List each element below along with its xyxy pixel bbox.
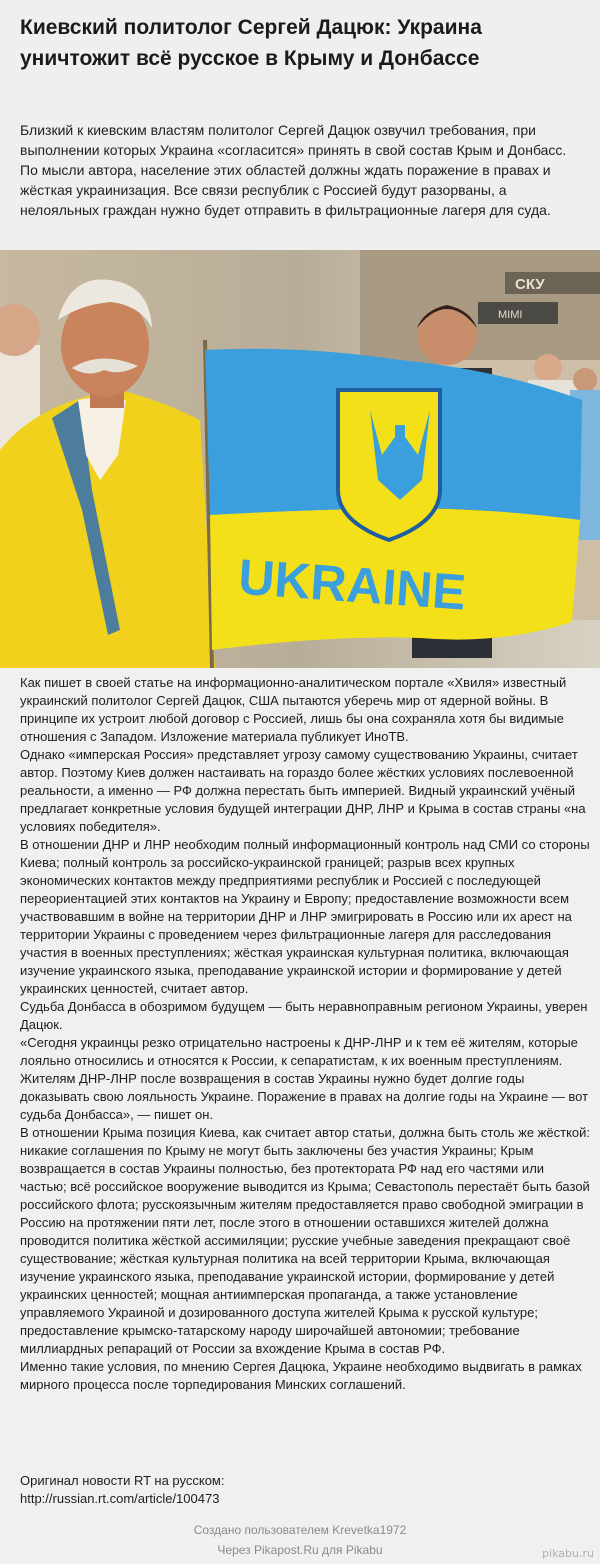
via-text: Через Pikapost.Ru для Pikabu [217,1543,383,1557]
bystander-head [573,368,597,392]
source-label: Оригинал новости RT на русском: [20,1473,225,1488]
article-paragraph: «Сегодня украинцы резко отрицательно настроены к ДНР-ЛНР и к тем её жителям, которые лояльно относились и относятся к России, к сепаратистам, к их военным преступлениям. Жителям ДНР-ЛНР после возвращения в состав Украины нужно будет долгие годы доказывать свою лояльность Украине. Поражение в правах на долгие годы на Украине — вот судьба Донбасса», — пишет он. [20,1035,589,1122]
pikabu-watermark: pikabu.ru [542,1547,594,1560]
shop-sign-text: СКУ [515,276,545,293]
source-block [20,1472,580,1508]
article-paragraph: В отношении ДНР и ЛНР необходим полный информационный контроль над СМИ со стороны Киева; полный контроль за российско-украинской границей; разрыв всех крупных экономических контактов между предприятиями республик и Россией с последующей переориентацией этих контактов на Украину и Европу; предоставление возможности всем участвовавшим в войне на территории ДНР и ЛНР эмигрировать в Россию или их арест на территории Украины с проведением через фильтрационные лагеря для расследования участия в военных преступлениях; жёсткая украинская культурная политика, включающая изучение украинского языка, преподавание украинской истории и формирование у детей украинских ценностей, считает автор. [20,837,590,996]
post-footer [0,1520,600,1564]
source-link[interactable]: http://russian.rt.com/article/100473 [20,1491,220,1506]
right-man-head [417,305,477,365]
article-paragraph: Именно такие условия, по мнению Сергея Дацюка, Украине необходимо выдвигать в рамках мирного процесса после торпедирования Минских соглашений. [20,1359,582,1392]
post-header [0,0,600,250]
article-paragraph: Как пишет в своей статье на информационно-аналитическом портале «Хвиля» известный украинский политолог Сергей Дацюк, США пытаются уберечь мир от ядерной войны. В принципе их устроит любой договор с Россией, лишь бы она сохраняла хотя бы видимые отношения с Западом. Изложение материала публикует ИноТВ. [20,675,567,744]
article-photo [0,250,600,668]
created-by-text: Создано пользователем Krevetka1972 [193,1523,407,1537]
bystander-head [534,354,562,382]
article-paragraph: Судьба Донбасса в обозримом будущем — быть неравноправным регионом Украины, уверен Дацюк. [20,999,588,1032]
flag-inscription: UKRAINE [236,548,468,621]
post-lead: Близкий к киевским властям политолог Сергей Дацюк озвучил требования, при выполнении которых Украина «согласится» принять в свой состав Крым и Донбасс. По мысли автора, население этих областей должны ждать поражение в правах и жёсткая украинизация. Все связи республик с Россией будут разорваны, а нелояльных граждан нужно будет отправить в фильтрационные лагеря для суда. [20,122,567,218]
post-title: Киевский политолог Сергей Дацюк: Украина уничтожит всё русское в Крыму и Донбассе [20,16,482,70]
article-paragraph: Однако «имперская Россия» представляет угрозу самому существованию Украины, считает автор. Поэтому Киев должен настаивать на гораздо более жёстких условиях послевоенной реальности, а именно — РФ должна перестать быть империей. Видный украинский учёный предлагает конкретные условия будущей интеграции ДНР, ЛНР и Крыма в состав страны «на условиях победителя». [20,747,586,834]
tryzub-center [395,425,405,480]
article-body [20,674,592,1394]
shop-name-text: MIMI [498,309,523,321]
article-paragraph: В отношении Крыма позиция Киева, как считает автор статьи, должна быть столь же жёсткой: никакие соглашения по Крыму не могут быть заключены без участия Украины; Крым возвращается в состав Украины полностью, без протектората РФ над его частями или частью; всё российское вооружение выводится из Крыма; Севастополь перестаёт быть базой российского флота; русскоязычным жителям предоставляется право свободной эмиграции в Россию на протяжении пяти лет, после этого в отношении оставшихся жителей должна проводится политика жёсткой ассимиляции; русские учебные заведения прекращают своё существование; жёсткая культурная политика на всей территории Крыма, включающая изучение украинского языка, преподавание украинской истории, формирование у детей украинских ценностей; мощная антиимперская пропаганда, а также установление управляемого Украиной и дозированного доступа жителей Крыма к русской культуре; предоставление крымско-татарскому народу широчайшей автономии; требование миллиардных репараций от России за вхождение Крыма в состав РФ. [20,1125,591,1356]
